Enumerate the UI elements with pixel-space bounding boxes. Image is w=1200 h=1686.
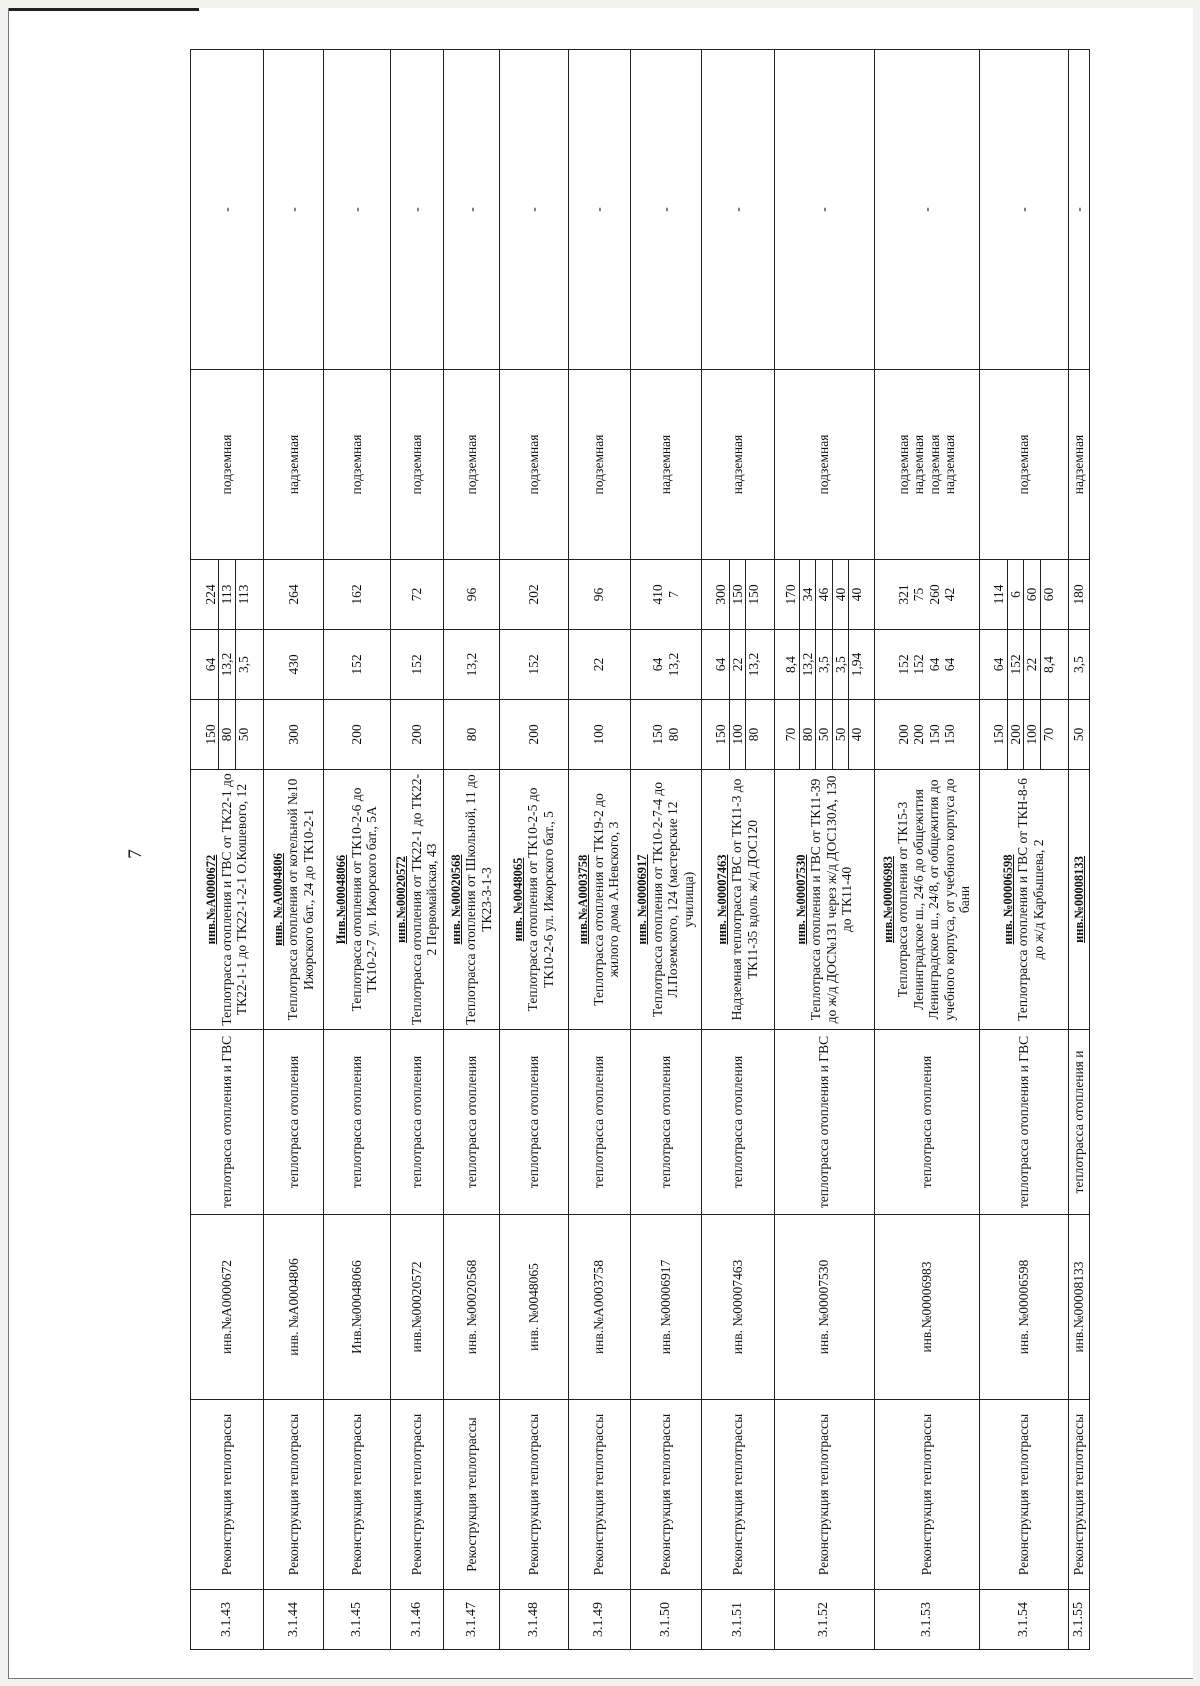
diameter-values: [979, 700, 1068, 770]
row-number: 3.1.46: [390, 1590, 444, 1650]
description-text: Теплотрасса отопления от ТК19-2 до жилого дома А.Невского, 3: [590, 793, 622, 1006]
value-0: 3,5: [1071, 656, 1087, 673]
description-text: Теплотрасса отопления и ГВС от ТК11-39 до ж/д ДОС№131 через ж/д ДОС130А, 130 до ТК11-40: [808, 775, 855, 1024]
description-inventory: инв. №00006917: [635, 854, 650, 945]
object-description: [874, 770, 979, 1030]
description-inventory: Инв.№00048066: [334, 854, 349, 945]
thickness-values: [191, 630, 264, 700]
table-row: [324, 50, 391, 1650]
diameter-values: [630, 700, 701, 770]
value-0: 96: [463, 587, 479, 602]
value-0: 150: [991, 724, 1007, 745]
laying-type: подземная: [324, 370, 391, 560]
value-1: 6: [1007, 560, 1024, 629]
length-values: [1068, 560, 1089, 630]
value-0: 96: [591, 587, 607, 602]
value-0: 410: [650, 584, 666, 605]
value-0: 72: [409, 587, 425, 602]
object-description: [568, 770, 630, 1030]
value-0: 224: [202, 584, 218, 605]
value-0: 13,2: [463, 652, 479, 677]
diameter-values: [264, 700, 324, 770]
work-type: Рекострукция теплотрассы: [444, 1400, 499, 1590]
value-0: 50: [1071, 727, 1087, 742]
value-2: 260: [926, 584, 942, 605]
object-type: теплотрасса отопления: [630, 1030, 701, 1215]
object-type: теплотрасса отопления: [874, 1030, 979, 1215]
thickness-values: [390, 630, 444, 700]
row-number: 3.1.45: [324, 1590, 391, 1650]
work-type: Реконструкция теплотрассы: [1068, 1400, 1089, 1590]
laying-type: подземная: [979, 370, 1068, 560]
inventory-number: инв. №0048065: [499, 1215, 568, 1400]
value-0: 70: [783, 727, 799, 742]
work-type: Реконструкция теплотрассы: [191, 1400, 264, 1590]
object-description: [630, 770, 701, 1030]
inventory-number: инв. №00020568: [444, 1215, 499, 1400]
object-type: теплотрасса отопления: [701, 1030, 774, 1215]
description-text: Теплотрасса отопления от ТК10-2-7-4 до Л.Поземского, 124 (мастерские 12 училища): [649, 782, 696, 1017]
object-type: теплотрасса отопления: [390, 1030, 444, 1215]
object-type: теплотрасса отопления: [324, 1030, 391, 1215]
laying-type: подземная: [191, 370, 264, 560]
value-0: 152: [409, 654, 425, 675]
description-inventory: инв.№А0000672: [204, 854, 219, 945]
object-description: [979, 770, 1068, 1030]
table-row: [774, 50, 874, 1650]
note-dash: -: [390, 50, 444, 370]
diameter-values: [774, 700, 874, 770]
description-text: Теплотрасса отопления от ТК10-2-6 до ТК10-2-7 ул. Ижорского бат., 5А: [348, 787, 380, 1012]
value-4: 40: [848, 700, 865, 769]
length-values: [191, 560, 264, 630]
work-type: Реконструкция теплотрассы: [390, 1400, 444, 1590]
inventory-number: инв. №А0004806: [264, 1215, 324, 1400]
value-2: 64: [926, 657, 942, 672]
note-dash: -: [1068, 50, 1089, 370]
value-2: 50: [815, 700, 832, 769]
object-description: [390, 770, 444, 1030]
value-0: 64: [650, 657, 666, 672]
note-dash: -: [874, 50, 979, 370]
description-text: Теплотрасса отопления от ТК15-3 Ленинградское ш., 24/6 до общежития Ленинградское ш., 24/8, от общежития до учебного корпуса, от учебного корпуса до бани: [895, 778, 973, 1021]
length-values: [264, 560, 324, 630]
object-description: [264, 770, 324, 1030]
table-row: [499, 50, 568, 1650]
note-dash: -: [499, 50, 568, 370]
laying-type: надземная: [264, 370, 324, 560]
row-number: 3.1.55: [1068, 1590, 1089, 1650]
page-number: 7: [124, 849, 146, 859]
thickness-values: [264, 630, 324, 700]
value-0: 430: [285, 654, 301, 675]
work-type: Реконструкция теплотрассы: [499, 1400, 568, 1590]
description-text: Теплотрасса отопления и ГВС от ТК22-1 до ТК22-1-1 до ТК22-1-2-1 О.Кошевого, 12: [218, 773, 250, 1026]
object-type: теплотрасса отопления и ГВС: [774, 1030, 874, 1215]
work-type: Реконструкция теплотрассы: [979, 1400, 1068, 1590]
value-2: 150: [926, 724, 942, 745]
value-3: 64: [942, 657, 958, 672]
length-values: [568, 560, 630, 630]
value-1: 13,2: [665, 652, 681, 677]
description-text: Теплотрасса отопления от ТК22-1 до ТК22-2 Первомайская, 43: [408, 773, 440, 1026]
value-3: 42: [942, 587, 958, 602]
length-values: [979, 560, 1068, 630]
row-number: 3.1.53: [874, 1590, 979, 1650]
diameter-values: [390, 700, 444, 770]
work-type: Реконструкция теплотрассы: [701, 1400, 774, 1590]
thickness-values: [630, 630, 701, 700]
thickness-values: [774, 630, 874, 700]
value-0: 64: [202, 657, 218, 672]
laying-type: подземная: [390, 370, 444, 560]
value-3: 70: [1040, 700, 1057, 769]
length-values: [444, 560, 499, 630]
work-type: Реконструкция теплотрассы: [324, 1400, 391, 1590]
inventory-number: инв.№00006983: [874, 1215, 979, 1400]
length-values: [701, 560, 774, 630]
note-dash: -: [568, 50, 630, 370]
length-values: [324, 560, 391, 630]
value-1: 152: [911, 654, 927, 675]
value-1: 80: [218, 700, 235, 769]
description-text: Теплотрасса отопления от ТК10-2-5 до ТК10-2-6 ул. Ижорского бат., 5: [525, 787, 556, 1012]
value-3: 60: [1040, 560, 1057, 629]
value-4: 1,94: [848, 630, 865, 699]
value-1: 200: [1007, 700, 1024, 769]
thickness-values: [1068, 630, 1089, 700]
inventory-number: инв.№00020572: [390, 1215, 444, 1400]
value-0: 114: [991, 584, 1007, 605]
inventory-number: инв. №00006598: [979, 1215, 1068, 1400]
laying-type: подземная: [444, 370, 499, 560]
object-type: теплотрасса отопления: [444, 1030, 499, 1215]
laying-type: надземная: [630, 370, 701, 560]
description-inventory: инв.№А0003758: [576, 854, 591, 945]
table-row: [568, 50, 630, 1650]
row-number: 3.1.50: [630, 1590, 701, 1650]
value-2: 13,2: [745, 630, 762, 699]
diameter-values: [568, 700, 630, 770]
value-2: 3,5: [235, 630, 252, 699]
value-1: 75: [911, 587, 927, 602]
work-type: Реконструкция теплотрассы: [630, 1400, 701, 1590]
value-0: 150: [713, 724, 729, 745]
value-0: 264: [285, 584, 301, 605]
table-row: [630, 50, 701, 1650]
value-0: 300: [713, 584, 729, 605]
value-1: 152: [1007, 630, 1024, 699]
description-inventory: инв. №00006598: [1001, 854, 1016, 945]
description-inventory: инв. №А0004806: [270, 853, 285, 946]
note-dash: -: [701, 50, 774, 370]
object-description: [1068, 770, 1089, 1030]
object-type: теплотрасса отопления: [568, 1030, 630, 1215]
value-0: 150: [202, 724, 218, 745]
value-0: 321: [895, 584, 911, 605]
row-number: 3.1.47: [444, 1590, 499, 1650]
value-1: 7: [665, 591, 681, 598]
value-0: 64: [991, 657, 1007, 672]
description-inventory: инв.№00006983: [880, 856, 895, 943]
value-1: 13,2: [799, 630, 816, 699]
laying-type: подземная: [568, 370, 630, 560]
rotated-table-wrapper: [190, 50, 1090, 1650]
work-type: Реконструкция теплотрассы: [774, 1400, 874, 1590]
object-description: [324, 770, 391, 1030]
inventory-number: инв. №00007530: [774, 1215, 874, 1400]
row-number: 3.1.44: [264, 1590, 324, 1650]
description-text: Теплотрасса отопления от Школьной, 11 до ТК23-3-1-3: [463, 774, 494, 1025]
value-0: 150: [650, 724, 666, 745]
note-dash: -: [979, 50, 1068, 370]
thickness-values: [568, 630, 630, 700]
table-row: [1068, 50, 1089, 1650]
diameter-values: [324, 700, 391, 770]
note-dash: -: [191, 50, 264, 370]
length-values: [874, 560, 979, 630]
row-number: 3.1.43: [191, 1590, 264, 1650]
laying-type: подземная: [499, 370, 568, 560]
inventory-number: инв.№00008133: [1068, 1215, 1089, 1400]
description-inventory: инв. №00020568: [448, 854, 463, 945]
note-dash: -: [444, 50, 499, 370]
object-type: теплотрасса отопления: [264, 1030, 324, 1215]
value-0: 152: [349, 654, 365, 675]
value-2: 22: [1023, 630, 1040, 699]
value-3: 150: [942, 724, 958, 745]
value-4: 40: [848, 560, 865, 629]
description-inventory: инв. №00007463: [714, 854, 729, 945]
object-description: [499, 770, 568, 1030]
object-description: [191, 770, 264, 1030]
value-3: 40: [832, 560, 849, 629]
row-number: 3.1.48: [499, 1590, 568, 1650]
description-inventory: инв.№00008133: [1071, 856, 1086, 943]
value-2: 80: [745, 700, 762, 769]
value-3: 50: [832, 700, 849, 769]
value-2: 100: [1023, 700, 1040, 769]
value-3: 8,4: [1040, 630, 1057, 699]
table-row: [390, 50, 444, 1650]
value-0: 22: [591, 657, 607, 672]
note-dash: -: [324, 50, 391, 370]
description-text: Надземная теплотрасса ГВС от ТК11-3 до ТК11-35 вдоль ж/д ДОС120: [729, 778, 760, 1021]
thickness-values: [499, 630, 568, 700]
note-dash: -: [630, 50, 701, 370]
value-2: 60: [1023, 560, 1040, 629]
object-type: теплотрасса отопления и ГВС: [191, 1030, 264, 1215]
length-values: [499, 560, 568, 630]
scan-edge-line: [9, 8, 199, 11]
value-2: 3,5: [815, 630, 832, 699]
value-0: 8,4: [783, 656, 799, 673]
row-number: 3.1.49: [568, 1590, 630, 1650]
heating-network-table: [190, 49, 1090, 1650]
object-description: [701, 770, 774, 1030]
inventory-number: инв.№А0000672: [191, 1215, 264, 1400]
value-0: 170: [783, 584, 799, 605]
work-type: Реконструкция теплотрассы: [264, 1400, 324, 1590]
work-type: Реконструкция теплотрассы: [568, 1400, 630, 1590]
laying-type: надземная: [1068, 370, 1089, 560]
description-inventory: инв. №00007530: [793, 854, 808, 945]
diameter-values: [701, 700, 774, 770]
value-2: 46: [815, 560, 832, 629]
value-0: 80: [463, 727, 479, 742]
value-0: 64: [713, 657, 729, 672]
description-text: Теплотрасса отопления и ГВС от ТКН-8-6 до ж/д Карбышева, 2: [1015, 778, 1046, 1021]
value-0: 200: [349, 724, 365, 745]
row-number: 3.1.54: [979, 1590, 1068, 1650]
value-1: 100: [729, 700, 746, 769]
value-1: 200: [911, 724, 927, 745]
value-2: 150: [745, 560, 762, 629]
length-values: [774, 560, 874, 630]
table-row: [264, 50, 324, 1650]
object-description: [774, 770, 874, 1030]
value-1: 34: [799, 560, 816, 629]
laying-type: подземная надземная подземная надземная: [874, 370, 979, 560]
value-1: 80: [665, 727, 681, 742]
value-0: 300: [285, 724, 301, 745]
value-0: 162: [349, 584, 365, 605]
inventory-number: инв.№А0003758: [568, 1215, 630, 1400]
thickness-values: [444, 630, 499, 700]
description-inventory: инв.№00020572: [394, 856, 409, 943]
value-2: 113: [235, 560, 252, 629]
diameter-values: [444, 700, 499, 770]
description-text: Теплотрасса отопления от котельной №10 Ижорского бат., 24 до ТК10-2-1: [285, 778, 316, 1021]
work-type: Реконструкция теплотрассы: [874, 1400, 979, 1590]
value-0: 100: [591, 724, 607, 745]
table-row: [444, 50, 499, 1650]
note-dash: -: [774, 50, 874, 370]
value-0: 200: [525, 724, 541, 745]
description-inventory: инв. №0048065: [510, 857, 525, 942]
thickness-values: [874, 630, 979, 700]
length-values: [630, 560, 701, 630]
value-1: 22: [729, 630, 746, 699]
value-3: 3,5: [832, 630, 849, 699]
value-0: 152: [525, 654, 541, 675]
inventory-number: Инв.№00048066: [324, 1215, 391, 1400]
value-1: 13,2: [218, 630, 235, 699]
length-values: [390, 560, 444, 630]
value-1: 80: [799, 700, 816, 769]
table-row: [191, 50, 264, 1650]
inventory-number: инв. №00007463: [701, 1215, 774, 1400]
diameter-values: [874, 700, 979, 770]
diameter-values: [1068, 700, 1089, 770]
value-0: 200: [409, 724, 425, 745]
table-row: [874, 50, 979, 1650]
inventory-number: инв. №00006917: [630, 1215, 701, 1400]
diameter-values: [191, 700, 264, 770]
value-0: 152: [895, 654, 911, 675]
value-0: 202: [525, 584, 541, 605]
table-row: [979, 50, 1068, 1650]
laying-type: подземная: [774, 370, 874, 560]
object-type: теплотрасса отопления: [499, 1030, 568, 1215]
diameter-values: [499, 700, 568, 770]
thickness-values: [701, 630, 774, 700]
laying-type: надземная: [701, 370, 774, 560]
value-2: 50: [235, 700, 252, 769]
value-1: 113: [218, 560, 235, 629]
object-type: теплотрасса отопления и ГВС: [979, 1030, 1068, 1215]
object-type: теплотрасса отопления и: [1068, 1030, 1089, 1215]
thickness-values: [979, 630, 1068, 700]
object-description: [444, 770, 499, 1030]
row-number: 3.1.52: [774, 1590, 874, 1650]
value-1: 150: [729, 560, 746, 629]
table-row: [701, 50, 774, 1650]
value-0: 200: [895, 724, 911, 745]
row-number: 3.1.51: [701, 1590, 774, 1650]
thickness-values: [324, 630, 391, 700]
value-0: 180: [1071, 584, 1087, 605]
note-dash: -: [264, 50, 324, 370]
